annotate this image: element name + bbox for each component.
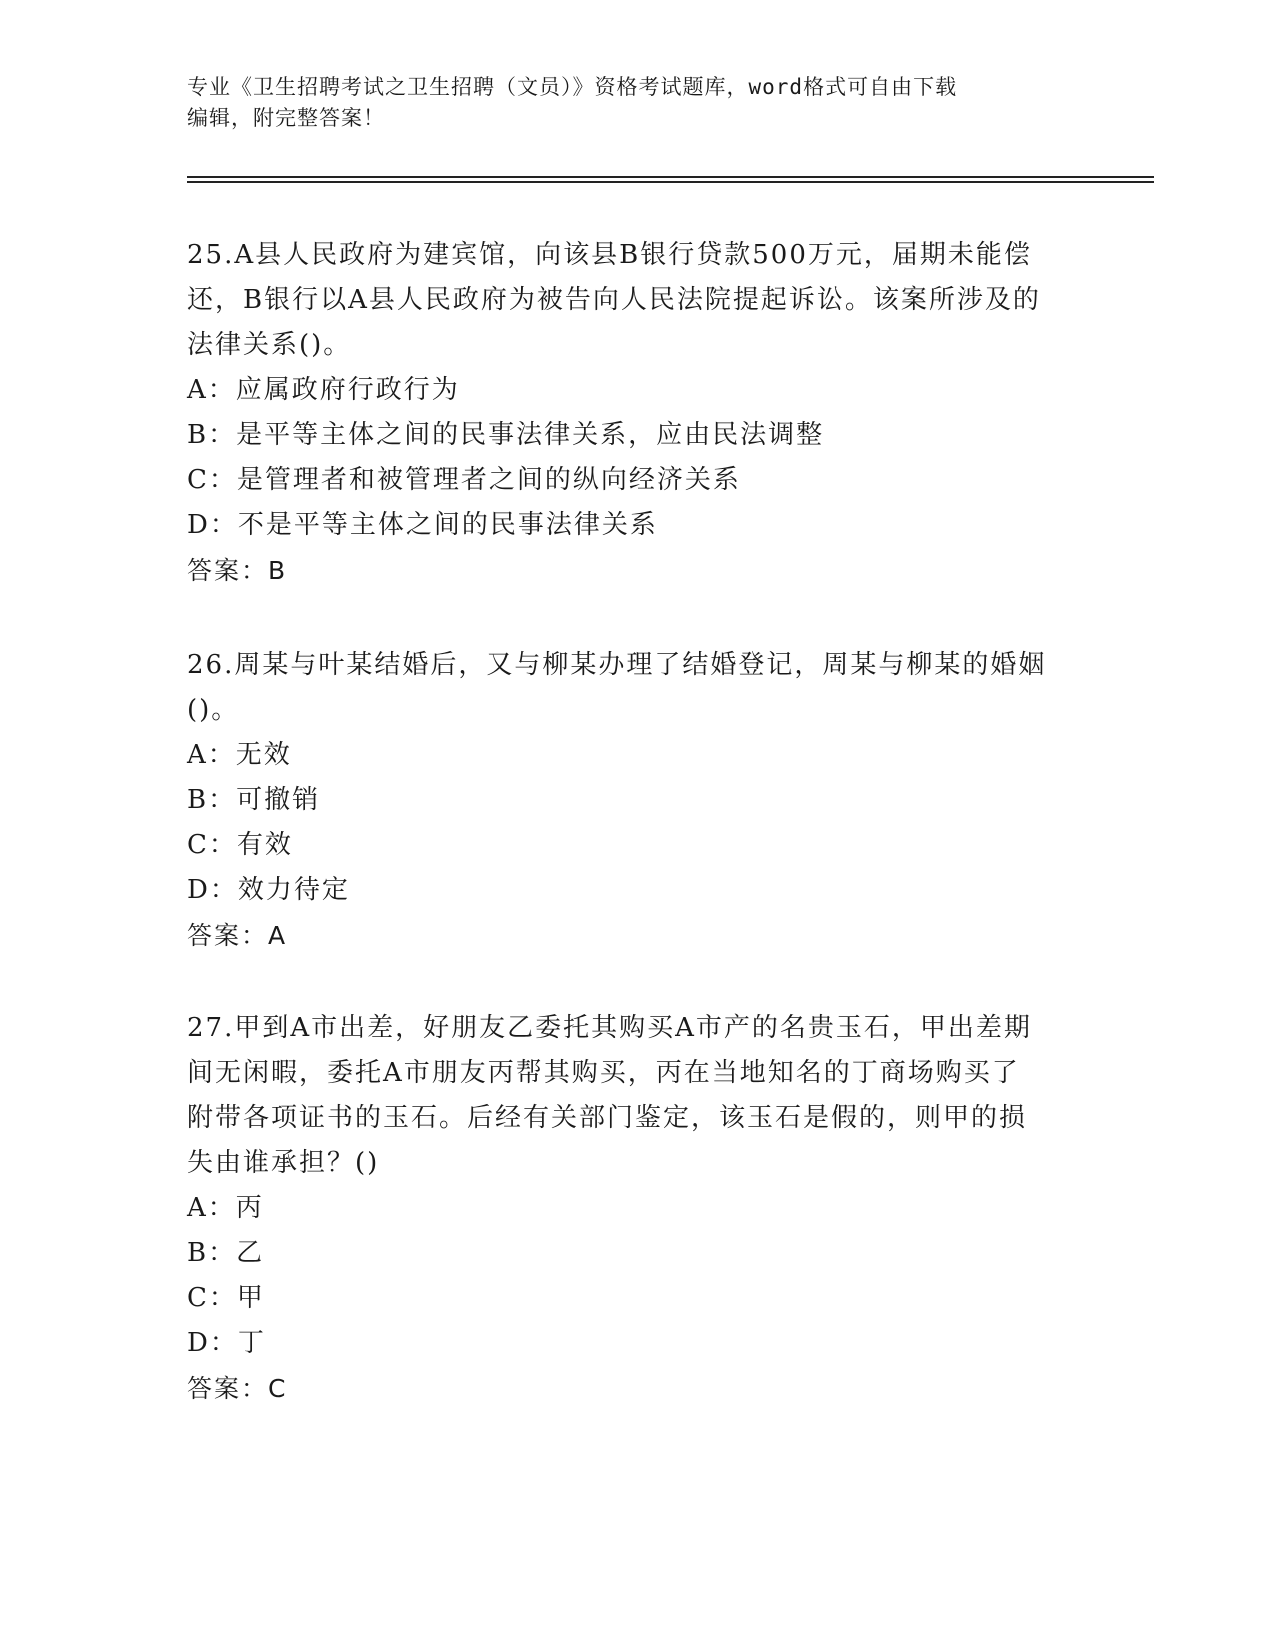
answer-line: 答案：B [187,556,288,585]
question-stem-line: 失由谁承担？() [187,1148,380,1178]
option-a: A：丙 [187,1193,264,1223]
option-a: A：无效 [187,740,292,770]
question-stem-line: 26.周某与叶某结婚后，又与柳某办理了结婚登记，周某与柳某的婚姻 [187,650,1047,680]
option-d: D：丁 [187,1328,266,1358]
option-b: B：是平等主体之间的民事法律关系，应由民法调整 [187,420,825,450]
header-line-2: 编辑，附完整答案！ [187,106,385,130]
document-header [187,72,1087,134]
question-stem-line: 法律关系()。 [187,330,352,360]
option-d: D：不是平等主体之间的民事法律关系 [187,510,658,540]
question-stem-line: 27.甲到A市出差，好朋友乙委托其购买A市产的名贵玉石，甲出差期 [187,1013,1032,1043]
option-b: B：乙 [187,1238,265,1268]
question-stem-line: ()。 [187,695,240,725]
header-divider-bottom [187,181,1154,183]
answer-line: 答案：C [187,1374,288,1403]
question-stem-line: 25.A县人民政府为建宾馆，向该县B银行贷款500万元，届期未能偿 [187,240,1032,270]
option-d: D：效力待定 [187,875,350,905]
header-divider-top [187,176,1154,178]
option-c: C：甲 [187,1283,265,1313]
question-stem-line: 间无闲暇，委托A市朋友丙帮其购买，丙在当地知名的丁商场购买了 [187,1058,1020,1088]
question-stem-line: 附带各项证书的玉石。后经有关部门鉴定，该玉石是假的，则甲的损 [187,1103,1028,1133]
option-c: C：是管理者和被管理者之间的纵向经济关系 [187,465,741,495]
answer-line: 答案：A [187,921,288,950]
option-a: A：应属政府行政行为 [187,375,460,405]
option-c: C：有效 [187,830,293,860]
question-26 [187,643,1087,958]
question-25 [187,233,1087,593]
option-b: B：可撤销 [187,785,321,815]
header-line-1: 专业《卫生招聘考试之卫生招聘（文员）》资格考试题库，word格式可自由下载 [187,75,958,99]
question-stem-line: 还，B银行以A县人民政府为被告向人民法院提起诉讼。该案所涉及的 [187,285,1041,315]
question-27 [187,1006,1087,1411]
